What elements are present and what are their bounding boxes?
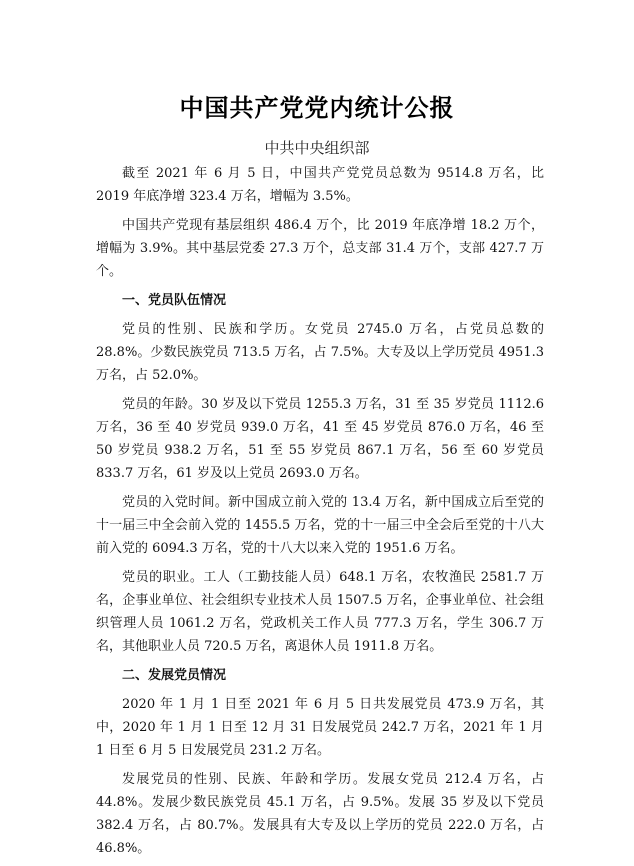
section-heading-members: 一、党员队伍情况 — [122, 293, 227, 308]
paragraph-occupation: 党员的职业。工人（工勤技能人员）648.1 万名，农牧渔民 2581.7 万名，企事业单位、社会组织专业技术人员 1507.5 万名，企事业单位、社会组织管理人员 1061.2 万名，党政机关工作人员 777.3 万名，学生 306.7 万名，其他职业人员 720.5 万名，离退休人员 1911.8 万名。 — [96, 570, 544, 654]
document-body — [96, 162, 544, 866]
document-title: 中国共产党党内统计公报 — [179, 94, 455, 122]
section-heading-recruitment: 二、发展党员情况 — [122, 668, 227, 683]
paragraph-recruitment-total: 2020 年 1 月 1 日至 2021 年 6 月 5 日共发展党员 473.9 万名，其中，2020 年 1 月 1 日至 12 月 31 日发展党员 242.7 万名，2021 年 1 月 1 日至 6 月 5 日发展党员 231.2 万名。 — [96, 697, 544, 758]
paragraph-recruitment-demographics: 发展党员的性别、民族、年龄和学历。发展女党员 212.4 万名，占 44.8%。发展少数民族党员 45.1 万名，占 9.5%。发展 35 岁及以下党员 382.4 万名，占 80.7%。发展具有大专及以上学历的党员 222.0 万名，占 46.8%。 — [96, 772, 544, 856]
paragraph-party-total: 截至 2021 年 6 月 5 日，中国共产党党员总数为 9514.8 万名，比 2019 年底净增 323.4 万名，增幅为 3.5%。 — [96, 166, 544, 204]
paragraph-join-time: 党员的入党时间。新中国成立前入党的 13.4 万名，新中国成立后至党的十一届三中全会前入党的 1455.5 万名，党的十一届三中全会后至党的十八大前入党的 6094.3 万名，党的十八大以来入党的 1951.6 万名。 — [96, 495, 544, 556]
paragraph-age: 党员的年龄。30 岁及以下党员 1255.3 万名，31 至 35 岁党员 1112.6 万名，36 至 40 岁党员 939.0 万名，41 至 45 岁党员 876.0 万名，46 至 50 岁党员 938.2 万名，51 至 55 岁党员 867.1 万名，56 至 60 岁党员 833.7 万名，61 岁及以上党员 2693.0 万名。 — [96, 397, 544, 481]
paragraph-gender-ethnicity-education: 党员的性别、民族和学历。女党员 2745.0 万名，占党员总数的 28.8%。少数民族党员 713.5 万名，占 7.5%。大专及以上学历党员 4951.3 万名，占 52.0%。 — [96, 322, 544, 383]
document-subtitle: 中共中央组织部 — [264, 139, 370, 157]
paragraph-grassroots-organizations: 中国共产党现有基层组织 486.4 万个，比 2019 年底净增 18.2 万个，增幅为 3.9%。其中基层党委 27.3 万个，总支部 31.4 万个，支部 427.7 万个。 — [96, 218, 544, 279]
